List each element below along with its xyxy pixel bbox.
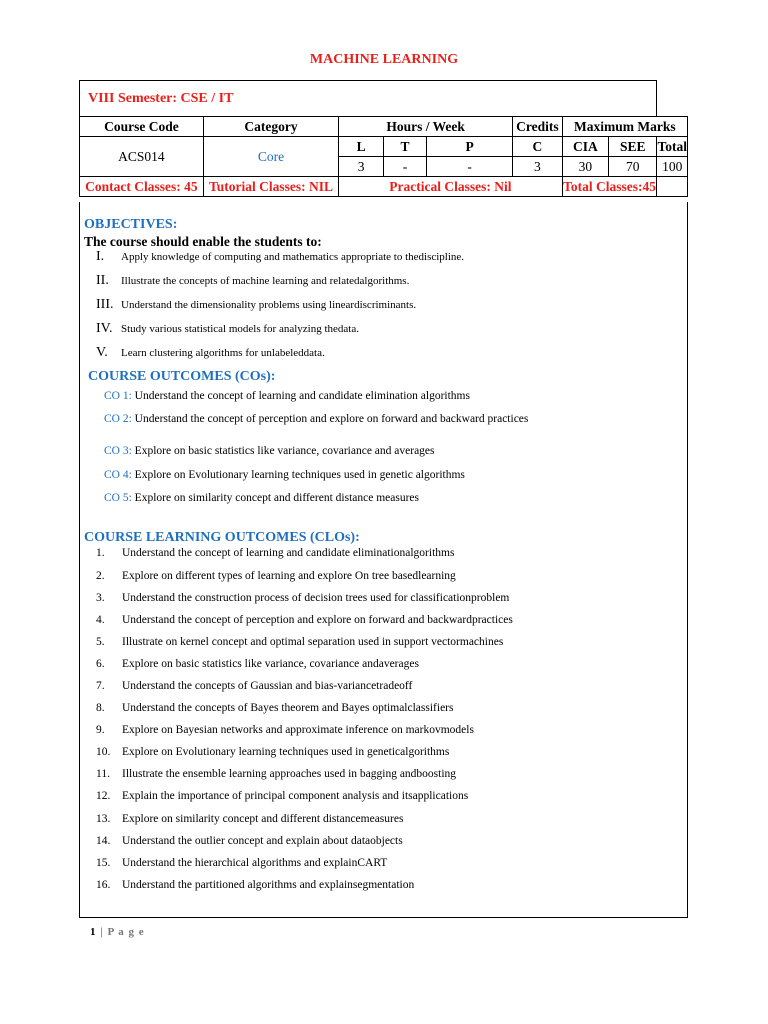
clo-item [96, 636, 503, 648]
clo-text: Understand the concepts of Bayes theorem and Bayes optimalclassifiers [122, 702, 454, 714]
course-outcome-text: Explore on Evolutionary learning techniques used in genetic algorithms [134, 469, 465, 481]
clo-text: Understand the construction process of decision trees used for classificationproblem [122, 592, 510, 604]
clo-number: 1. [96, 547, 105, 559]
course-outcome-text: Explore on similarity concept and different distance measures [134, 492, 419, 504]
clo-number: 11. [96, 768, 110, 780]
objectives-heading: OBJECTIVES: [84, 217, 178, 232]
course-details-box [79, 202, 688, 918]
clo-item [96, 658, 419, 670]
clo-item [96, 835, 403, 847]
page-separator: | [100, 926, 104, 938]
header-course-code: Course Code [80, 117, 204, 137]
clo-number: 4. [96, 614, 105, 626]
clo-number: 9. [96, 724, 105, 736]
see-marks-value: 70 [609, 157, 657, 177]
tutorial-hours-value: - [384, 157, 427, 177]
clo-text: Explore on basic statistics like variance, covariance andaverages [122, 658, 419, 670]
course-outcome-item [104, 469, 465, 481]
objective-number: II. [96, 273, 109, 288]
clo-text: Explore on similarity concept and different distancemeasures [122, 813, 404, 825]
category-value: Core [203, 137, 338, 177]
clo-text: Illustrate the ensemble learning approaches used in bagging andboosting [122, 768, 457, 780]
clo-item [96, 746, 449, 758]
clo-item [96, 702, 453, 714]
header-maximum-marks: Maximum Marks [562, 117, 687, 137]
course-outcome-item [104, 445, 435, 457]
clo-text: Understand the concept of learning and candidate eliminationalgorithms [122, 547, 455, 559]
course-outcome-text: Explore on basic statistics like variance, covariance and averages [134, 445, 435, 457]
clo-text: Understand the concept of perception and explore on forward and backwardpractices [122, 614, 513, 626]
semester-label: VIII Semester: CSE / IT [80, 81, 657, 117]
objective-item [96, 273, 409, 289]
clo-item [96, 813, 403, 825]
clo-number: 16. [96, 879, 111, 891]
objective-number: III. [96, 297, 114, 312]
clo-text: Explore on Evolutionary learning techniques used in geneticalgorithms [122, 746, 450, 758]
course-code-value: ACS014 [80, 137, 204, 177]
objective-number: IV. [96, 321, 113, 336]
clo-text: Understand the hierarchical algorithms and explainCART [122, 857, 388, 869]
subheader-see: SEE [609, 137, 657, 157]
clo-text: Explore on different types of learning and explore On tree basedlearning [122, 570, 456, 582]
clo-text: Understand the concepts of Gaussian and bias-variancetradeoff [122, 680, 413, 692]
course-outcome-number: CO 2: [104, 413, 132, 425]
clo-number: 5. [96, 636, 105, 648]
objective-text: Learn clustering algorithms for unlabeleddata. [121, 347, 325, 359]
clo-item [96, 790, 468, 802]
clo-number: 8. [96, 702, 105, 714]
course-outcome-text: Understand the concept of learning and candidate elimination algorithms [134, 390, 470, 402]
clo-number: 10. [96, 746, 111, 758]
header-category: Category [203, 117, 338, 137]
clo-number: 6. [96, 658, 105, 670]
objective-item [96, 249, 464, 265]
clo-item [96, 879, 414, 891]
page-footer [90, 926, 145, 938]
objective-item [96, 345, 325, 361]
objective-item [96, 321, 359, 337]
page-number: 1 [90, 926, 97, 938]
lecture-hours-value: 3 [339, 157, 384, 177]
clo-text: Explore on Bayesian networks and approximate inference on markovmodels [122, 724, 474, 736]
objectives-intro: The course should enable the students to: [84, 234, 322, 249]
clo-item [96, 857, 387, 869]
credits-value: 3 [513, 157, 562, 177]
objective-text: Study various statistical models for analyzing thedata. [121, 323, 359, 335]
total-classes: Total Classes:45 [562, 177, 657, 197]
clo-text: Explain the importance of principal component analysis and itsapplications [122, 790, 469, 802]
clo-number: 2. [96, 570, 105, 582]
clo-number: 13. [96, 813, 111, 825]
objective-text: Illustrate the concepts of machine learning and relatedalgorithms. [121, 275, 410, 287]
clo-number: 12. [96, 790, 111, 802]
practical-hours-value: - [427, 157, 513, 177]
clo-item [96, 614, 513, 626]
course-outcome-number: CO 4: [104, 469, 132, 481]
total-marks-value: 100 [657, 157, 688, 177]
objective-text: Apply knowledge of computing and mathematics appropriate to thediscipline. [121, 251, 465, 263]
objective-number: V. [96, 345, 108, 360]
subheader-c: C [513, 137, 562, 157]
course-outcome-item [104, 390, 470, 402]
objective-number: I. [96, 249, 105, 264]
tutorial-classes: Tutorial Classes: NIL [203, 177, 338, 197]
course-outcome-text: Understand the concept of perception and explore on forward and backward practices [134, 413, 529, 425]
course-outcome-number: CO 1: [104, 390, 132, 402]
course-info-table [79, 80, 688, 197]
header-credits: Credits [513, 117, 562, 137]
clo-text: Understand the outlier concept and explain about dataobjects [122, 835, 403, 847]
clo-item [96, 768, 456, 780]
clo-number: 15. [96, 857, 111, 869]
clo-item [96, 680, 412, 692]
subheader-l: L [339, 137, 384, 157]
clo-number: 3. [96, 592, 105, 604]
contact-classes: Contact Classes: 45 [80, 177, 204, 197]
document-title: MACHINE LEARNING [309, 52, 459, 67]
clo-item [96, 570, 456, 582]
clo-item [96, 592, 509, 604]
course-outcome-number: CO 3: [104, 445, 132, 457]
subheader-p: P [427, 137, 513, 157]
clo-item [96, 547, 454, 559]
clos-heading: COURSE LEARNING OUTCOMES (CLOs): [84, 530, 360, 545]
cia-marks-value: 30 [562, 157, 608, 177]
objective-item [96, 297, 416, 313]
objective-text: Understand the dimensionality problems using lineardiscriminants. [121, 299, 417, 311]
course-outcome-number: CO 5: [104, 492, 132, 504]
practical-classes: Practical Classes: Nil [339, 177, 562, 197]
clo-item [96, 724, 474, 736]
clo-number: 14. [96, 835, 111, 847]
subheader-t: T [384, 137, 427, 157]
subheader-total: Total [657, 137, 688, 157]
page-label: P a g e [107, 926, 145, 938]
subheader-cia: CIA [562, 137, 608, 157]
clo-text: Illustrate on kernel concept and optimal separation used in support vectormachines [122, 636, 504, 648]
course-outcome-item [104, 492, 419, 504]
clo-text: Understand the partitioned algorithms and explainsegmentation [122, 879, 415, 891]
header-hours-week: Hours / Week [339, 117, 513, 137]
clo-number: 7. [96, 680, 105, 692]
course-outcome-item [104, 413, 528, 425]
course-outcomes-heading: COURSE OUTCOMES (COs): [88, 369, 276, 384]
